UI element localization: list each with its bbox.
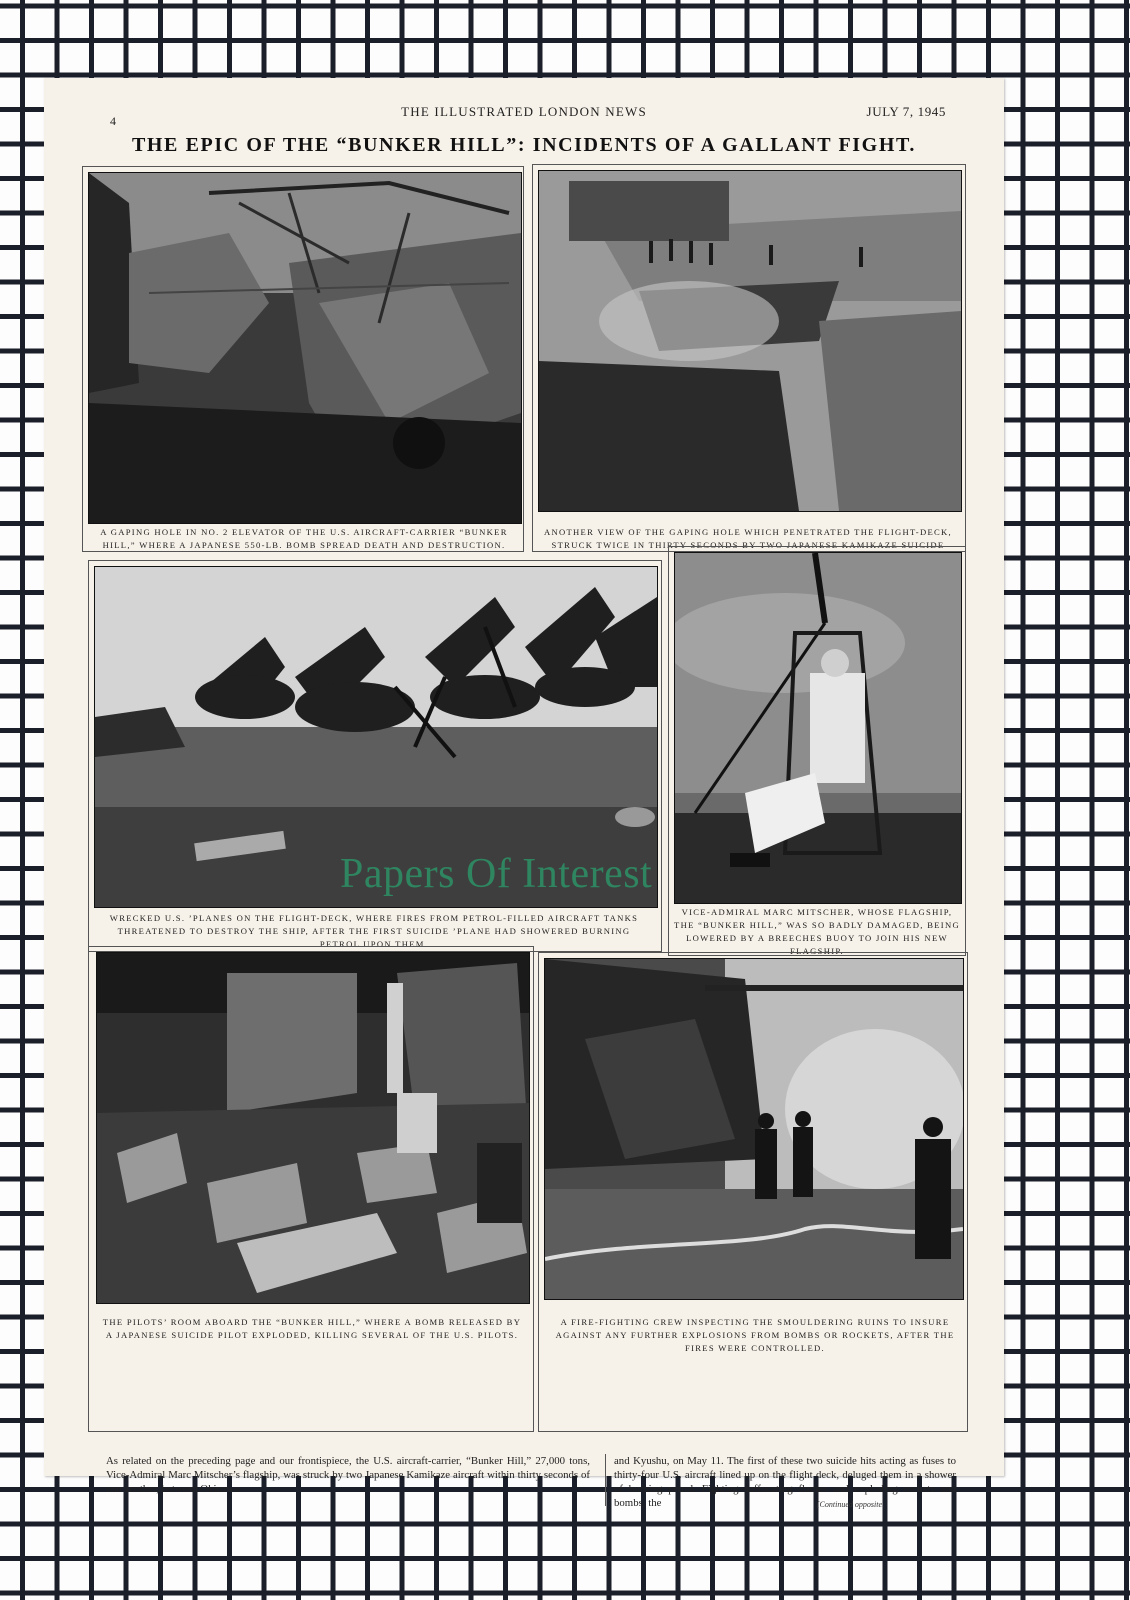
caption-photo2: ANOTHER VIEW OF THE GAPING HOLE WHICH PENETRATED THE FLIGHT-DECK, STRUCK TWICE IN THIRTY SECONDS BY TWO JAPANESE KAMIKAZE SUICIDE [543, 527, 953, 550]
page-number: 4 [110, 114, 116, 128]
newspaper-page [44, 78, 1004, 1509]
caption-photo4: VICE-ADMIRAL MARC MITSCHER, WHOSE FLAGSHIP, THE “BUNKER HILL,” WAS SO BADLY DAMAGED, BEING LOWERED BY A BREECHES BUOY TO JOIN HIS NEW FLAGSHIP. [674, 907, 960, 956]
article-text-right: and Kyushu, on May 11. The first of these two suicide hits acting as fuses to thirty-four U.S. aircraft lined up on the flight deck, deluged them in a shower of burning petrol. Fighting suffocating flames and exploding rockets and bombs, the [614, 1455, 956, 1509]
photo-pilots-room [96, 952, 530, 1304]
caption-photo5: THE PILOTS’ ROOM ABOARD THE “BUNKER HILL,” WHERE A BOMB RELEASED BY A JAPANESE SUICIDE PILOT EXPLODED, KILLING SEVERAL OF THE U.S. PILOTS. [102, 1317, 522, 1340]
caption-photo1: A GAPING HOLE IN NO. 2 ELEVATOR OF THE U.S. AIRCRAFT-CARRIER “BUNKER HILL,” WHERE A JAPANESE 550-LB. BOMB SPREAD DEATH AND DESTRUCTION. [100, 527, 508, 550]
publication-name: THE ILLUSTRATED LONDON NEWS [401, 104, 647, 119]
headline: THE EPIC OF THE “BUNKER HILL”: INCIDENTS OF A GALLANT FIGHT. [131, 134, 917, 156]
column-rule [605, 1454, 606, 1506]
article-text-left: As related on the preceding page and our frontispiece, the U.S. aircraft-carrier, “Bunker Hill,” 27,000 tons, Vice-Admiral Marc Mitscher’s flagship, was struck by two Japanese Kamikaze aircraft within thirty seconds of one another, between Okinawa [106, 1455, 590, 1495]
caption-photo3: WRECKED U.S. ’PLANES ON THE FLIGHT-DECK, WHERE FIRES FROM PETROL-FILLED AIRCRAFT TANKS THREATENED TO DESTROY THE SHIP, AFTER THE FIRST SUICIDE ’PLANE HAD SHOWERED BURNING PETROL UPON THEM. [109, 913, 639, 949]
photo-flight-deck-hole [538, 170, 962, 512]
photo-elevator-hole [88, 172, 522, 524]
continued-note: [Continued opposite. [816, 1500, 884, 1509]
photo-breeches-buoy [674, 552, 962, 904]
caption-photo6: A FIRE-FIGHTING CREW INSPECTING THE SMOULDERING RUINS TO INSURE AGAINST ANY FURTHER EXPLOSIONS FROM BOMBS OR ROCKETS, AFTER THE FIRES WERE CONTROLLED. [555, 1317, 955, 1353]
watermark-text: Papers Of Interest [340, 851, 653, 897]
photo-fire-fighting-crew [544, 958, 964, 1300]
issue-date: JULY 7, 1945 [866, 104, 946, 119]
